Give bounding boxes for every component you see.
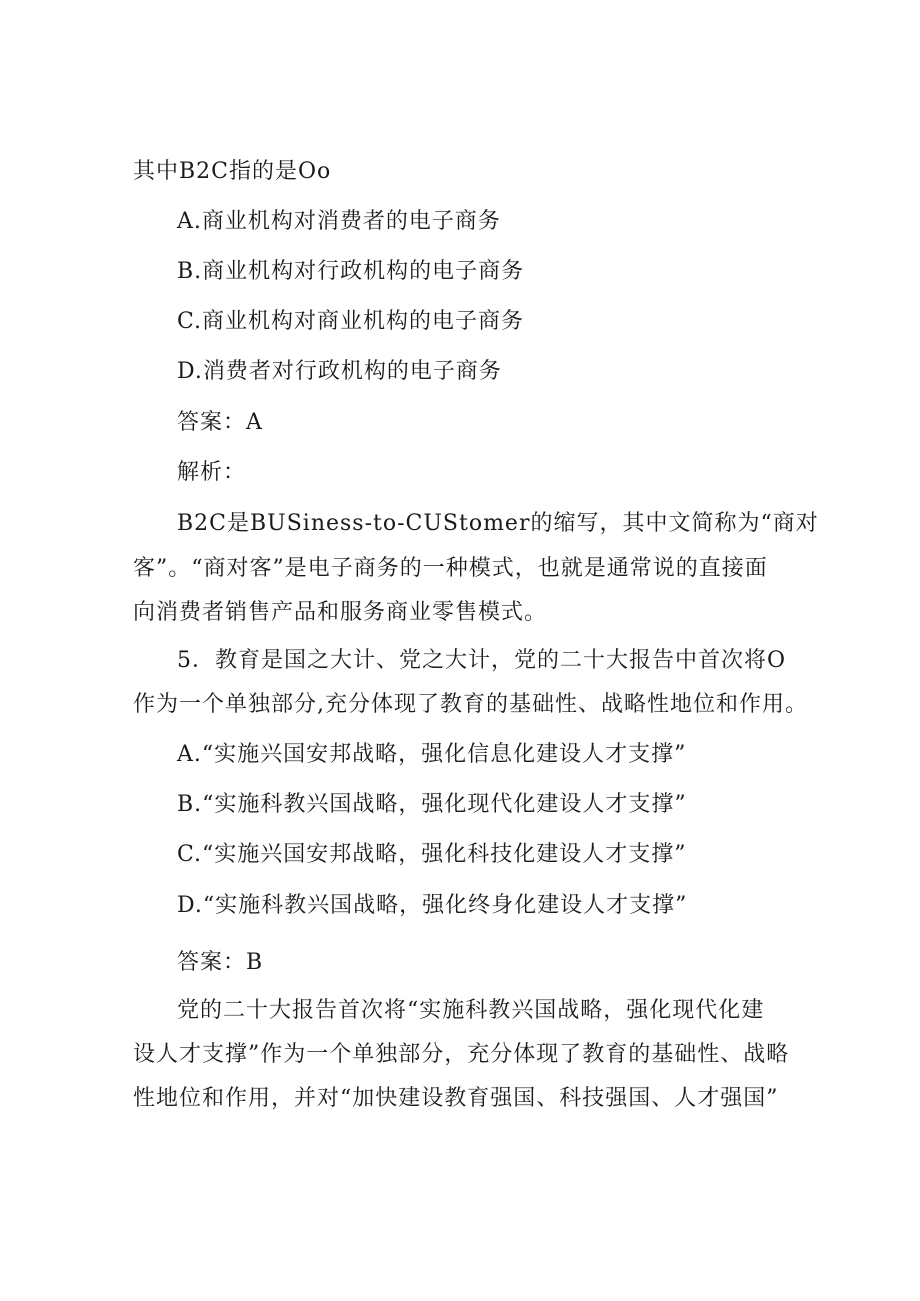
- q5-option-d: D.“实施科教兴国战略，强化终身化建设人才支撑”: [177, 893, 688, 918]
- q5-answer: 答案：B: [177, 950, 264, 975]
- q5-option-b: B.“实施科教兴国战略，强化现代化建设人才支撑”: [177, 792, 687, 817]
- q5-option-a: A.“实施兴国安邦战略，强化信息化建设人才支撑”: [177, 742, 687, 767]
- q4-option-b: B.商业机构对行政机构的电子商务: [177, 259, 525, 284]
- q4-analysis-line-3: 向消费者销售产品和服务商业零售模式。: [133, 600, 548, 625]
- q4-analysis-label: 解析：: [177, 460, 247, 485]
- q5-analysis-line-2: 设人才支撑”作为一个单独部分，充分体现了教育的基础性、战略: [133, 1042, 790, 1067]
- q4-analysis-line-2: 客”。“商对客”是电子商务的一种模式，也就是通常说的直接面: [133, 556, 768, 581]
- q4-option-a: A.商业机构对消费者的电子商务: [177, 209, 501, 234]
- q4-option-d: D.消费者对行政机构的电子商务: [177, 359, 502, 384]
- q4-stem-tail: 其中B2C指的是Oo: [133, 159, 332, 184]
- q4-analysis-line-1: B2C是BUSiness-to-CUStomer的缩写，其中文简称为“商对: [177, 511, 819, 536]
- q5-option-c: C.“实施兴国安邦战略，强化科技化建设人才支撑”: [177, 842, 687, 867]
- q5-stem-line-1: 5．教育是国之大计、党之大计，党的二十大报告中首次将O: [177, 648, 787, 673]
- q5-analysis-line-1: 党的二十大报告首次将“实施科教兴国战略，强化现代化建: [177, 998, 765, 1023]
- q5-stem-line-2: 作为一个单独部分,充分体现了教育的基础性、战略性地位和作用。: [133, 692, 808, 717]
- q4-option-c: C.商业机构对商业机构的电子商务: [177, 309, 525, 334]
- q5-analysis-line-3: 性地位和作用，并对“加快建设教育强国、科技强国、人才强国”: [133, 1086, 779, 1111]
- q4-answer: 答案：A: [177, 410, 263, 435]
